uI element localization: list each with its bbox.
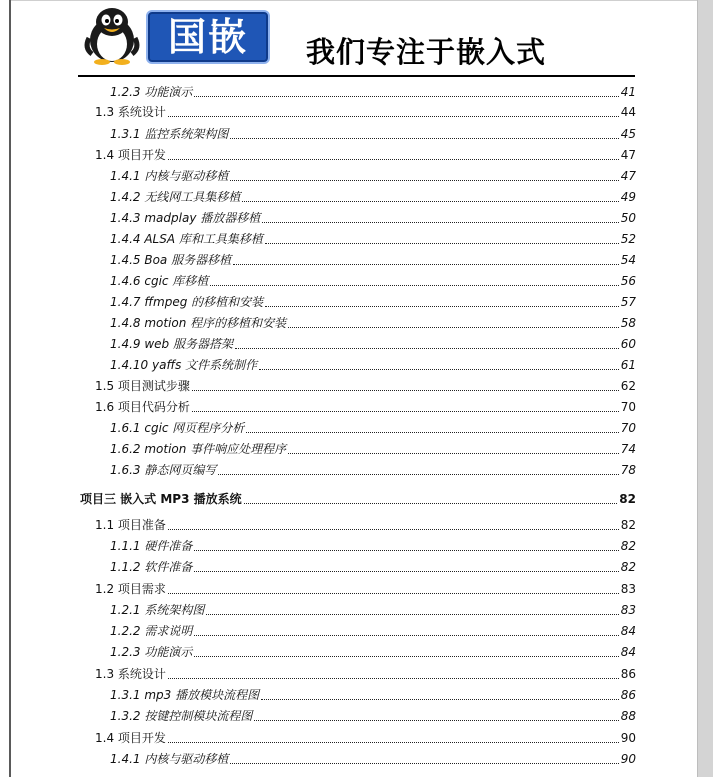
toc-dot-leader [194, 570, 618, 572]
toc-page-number: 70 [620, 400, 636, 414]
toc-entry-title: 1.6.1 cgic 网页程序分析 [110, 421, 245, 435]
toc-dot-leader [168, 677, 619, 679]
toc-entry[interactable] [95, 517, 636, 533]
toc-dot-leader [288, 452, 619, 454]
toc-entry[interactable] [110, 441, 636, 457]
toc-dot-leader [261, 698, 619, 700]
toc-page-number: 82 [620, 560, 636, 574]
toc-entry-title: 1.3.1 mp3 播放模块流程图 [110, 688, 260, 702]
toc-entry[interactable] [110, 252, 636, 268]
toc-entry-title: 1.4.9 web 服务器搭架 [110, 337, 233, 351]
toc-dot-leader [230, 137, 618, 139]
toc-entry[interactable] [110, 315, 636, 331]
toc-entry-title: 1.5 项目测试步骤 [95, 379, 190, 393]
header-slogan: 我们专注于嵌入式 [306, 35, 547, 69]
toc-entry[interactable] [110, 687, 636, 703]
toc-page-number: 44 [620, 105, 636, 119]
toc-page-number: 57 [620, 295, 636, 309]
toc-page-number: 90 [620, 731, 636, 745]
toc-entry-title: 1.3 系统设计 [95, 105, 166, 119]
toc-page-number: 83 [620, 603, 636, 617]
toc-page-number: 88 [620, 709, 636, 723]
toc-dot-leader [288, 326, 619, 328]
toc-page-number: 49 [620, 190, 636, 204]
toc-entry-title: 1.4.10 yaffs 文件系统制作 [110, 358, 258, 372]
toc-page-number: 78 [620, 463, 636, 477]
toc-dot-leader [168, 592, 619, 594]
toc-entry-title: 1.2.3 功能演示 [110, 645, 193, 659]
toc-entry-title: 1.3.1 监控系统架构图 [110, 127, 229, 141]
toc-page-number: 60 [620, 337, 636, 351]
toc-entry[interactable] [95, 581, 636, 597]
toc-entry[interactable] [80, 491, 636, 507]
toc-page-number: 82 [620, 518, 636, 532]
toc-page-number: 86 [620, 688, 636, 702]
toc-entry[interactable] [110, 708, 636, 724]
toc-dot-leader [218, 473, 618, 475]
toc-dot-leader [233, 263, 619, 265]
toc-dot-leader [194, 549, 618, 551]
toc-dot-leader [235, 347, 619, 349]
toc-entry-title: 项目三 嵌入式 MP3 播放系统 [80, 492, 242, 506]
toc-entry-title: 1.4.5 Boa 服务器移植 [110, 253, 232, 267]
toc-dot-leader [168, 158, 619, 160]
toc-dot-leader [230, 762, 618, 764]
toc-dot-leader [262, 221, 618, 223]
toc-dot-leader [244, 502, 618, 504]
toc-entry[interactable] [110, 357, 636, 373]
toc-page-number: 47 [620, 148, 636, 162]
toc-entry-title: 1.2.1 系统架构图 [110, 603, 205, 617]
toc-dot-leader [192, 389, 619, 391]
toc-page-number: 58 [620, 316, 636, 330]
toc-entry-title: 1.4 项目开发 [95, 148, 166, 162]
toc-entry[interactable] [110, 294, 636, 310]
toc-dot-leader [168, 528, 619, 530]
toc-page-number: 84 [620, 624, 636, 638]
toc-dot-leader [242, 200, 618, 202]
toc-entry-title: 1.4.7 ffmpeg 的移植和安装 [110, 295, 264, 309]
toc-entry[interactable] [95, 666, 636, 682]
toc-entry[interactable] [110, 751, 636, 767]
toc-dot-leader [194, 655, 618, 657]
toc-page-number: 62 [620, 379, 636, 393]
toc-entry[interactable] [110, 462, 636, 478]
toc-entry[interactable] [110, 420, 636, 436]
toc-dot-leader [230, 179, 618, 181]
toc-page-number: 82 [620, 539, 636, 553]
toc-entry-title: 1.2 项目需求 [95, 582, 166, 596]
toc-entry[interactable] [110, 210, 636, 226]
toc-dot-leader [254, 719, 618, 721]
toc-entry-title: 1.4.1 内核与驱动移植 [110, 169, 229, 183]
toc-page-number: 61 [620, 358, 636, 372]
toc-entry-title: 1.4.6 cgic 库移植 [110, 274, 209, 288]
toc-dot-leader [210, 284, 618, 286]
toc-page-number: 56 [620, 274, 636, 288]
toc-dot-leader [206, 613, 618, 615]
toc-entry-title: 1.2.3 功能演示 [110, 85, 193, 99]
toc-page-number: 86 [620, 667, 636, 681]
toc-entry-title: 1.4.4 ALSA 库和工具集移植 [110, 232, 263, 246]
toc-entry[interactable] [110, 559, 636, 575]
toc-entry-title: 1.6.2 motion 事件响应处理程序 [110, 442, 287, 456]
toc-entry-title: 1.4.3 madplay 播放器移植 [110, 211, 261, 225]
toc-entry-title: 1.1.2 软件准备 [110, 560, 193, 574]
toc-dot-leader [194, 95, 618, 97]
toc-dot-leader [265, 242, 619, 244]
toc-entry[interactable] [95, 399, 636, 415]
toc-page-number: 70 [620, 421, 636, 435]
toc-entry[interactable] [95, 104, 636, 120]
toc-entry-title: 1.3 系统设计 [95, 667, 166, 681]
toc-page-number: 41 [620, 85, 636, 99]
toc-entry[interactable] [95, 378, 636, 394]
toc-entry[interactable] [110, 168, 636, 184]
toc-dot-leader [194, 634, 618, 636]
toc-page-number: 90 [620, 752, 636, 766]
toc-dot-leader [246, 431, 618, 433]
toc-dot-leader [168, 115, 619, 117]
toc-page-number: 74 [620, 442, 636, 456]
toc-entry-title: 1.6 项目代码分析 [95, 400, 190, 414]
toc-entry-title: 1.4.2 无线网工具集移植 [110, 190, 241, 204]
toc-entry[interactable] [110, 644, 636, 660]
toc-entry[interactable] [110, 273, 636, 289]
toc-entry[interactable] [110, 538, 636, 554]
toc-entry[interactable] [110, 602, 636, 618]
toc-entry[interactable] [110, 84, 636, 100]
toc-dot-leader [265, 305, 619, 307]
toc-entry[interactable] [95, 730, 636, 746]
toc-entry-title: 1.4.8 motion 程序的移植和安装 [110, 316, 287, 330]
toc-entry[interactable] [110, 126, 636, 142]
toc-entry-title: 1.3.2 按键控制模块流程图 [110, 709, 253, 723]
toc-entry[interactable] [95, 147, 636, 163]
toc-entry-title: 1.4 项目开发 [95, 731, 166, 745]
toc-page-number: 45 [620, 127, 636, 141]
toc-entry[interactable] [110, 231, 636, 247]
toc-entry[interactable] [110, 189, 636, 205]
toc-entry[interactable] [110, 336, 636, 352]
toc-entry-title: 1.2.2 需求说明 [110, 624, 193, 638]
toc-entry-title: 1.6.3 静态网页编写 [110, 463, 217, 477]
toc-entry-title: 1.1.1 硬件准备 [110, 539, 193, 553]
toc-page-number: 54 [620, 253, 636, 267]
toc-entry-title: 1.4.1 内核与驱动移植 [110, 752, 229, 766]
toc-entry-title: 1.1 项目准备 [95, 518, 166, 532]
toc-page-number: 82 [619, 492, 636, 506]
toc-dot-leader [259, 368, 619, 370]
toc-page-number: 52 [620, 232, 636, 246]
toc-page-number: 83 [620, 582, 636, 596]
toc-page-number: 50 [620, 211, 636, 225]
toc-page-number: 84 [620, 645, 636, 659]
brand-logo-text: 国嵌 [146, 10, 270, 64]
toc-entry[interactable] [110, 623, 636, 639]
toc-dot-leader [192, 410, 619, 412]
toc-page-number: 47 [620, 169, 636, 183]
toc-dot-leader [168, 741, 619, 743]
